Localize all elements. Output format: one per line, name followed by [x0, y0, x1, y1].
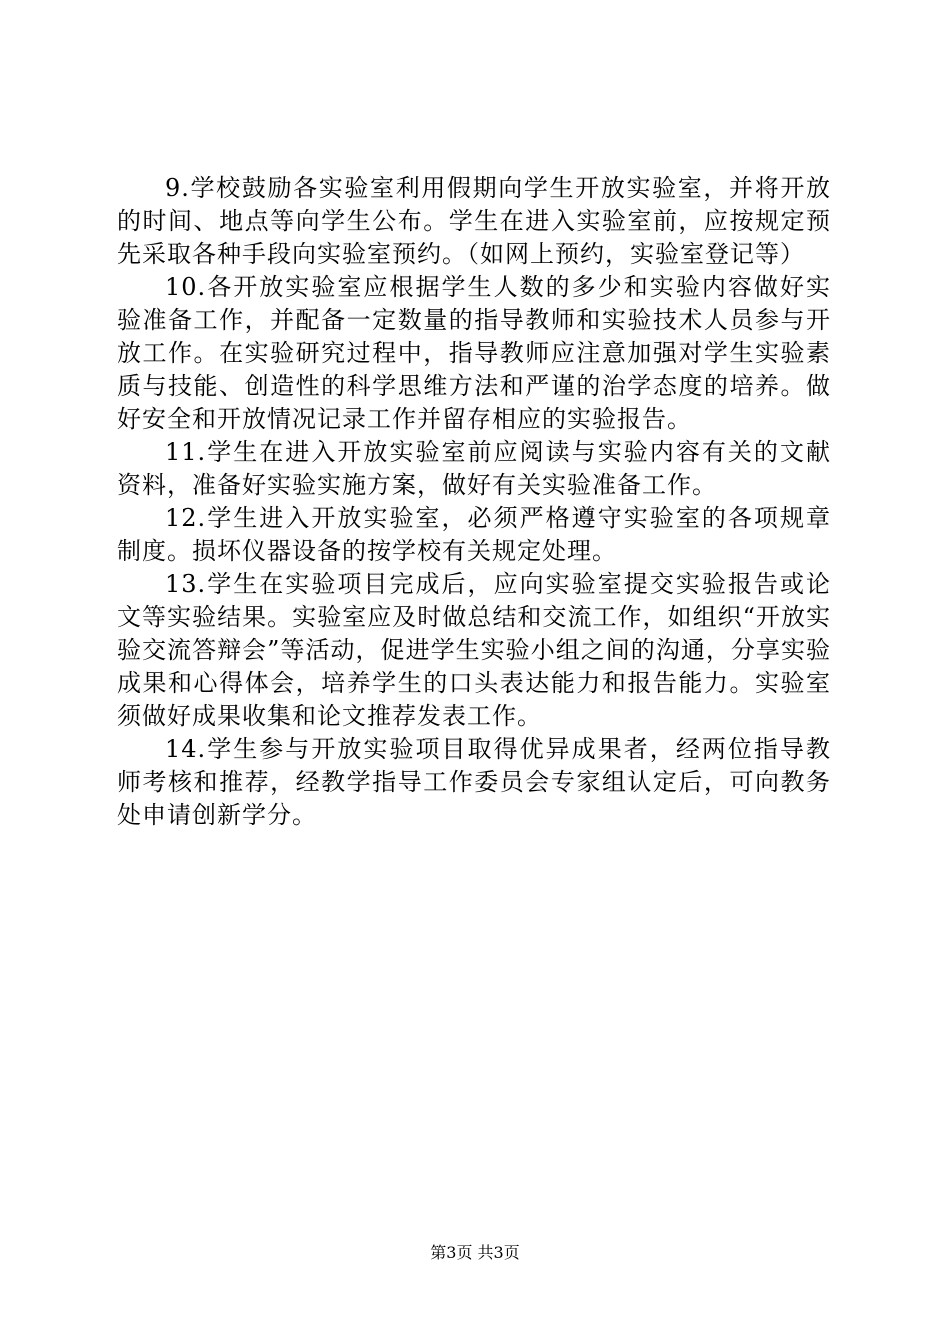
paragraph-10: 10.各开放实验室应根据学生人数的多少和实验内容做好实验准备工作，并配备一定数量的指导教师和实验技术人员参与开放工作。在实验研究过程中，指导教师应注意加强对学生实验素质与技能、创造性的科学思维方法和严谨的治学态度的培养。做好安全和开放情况记录工作并留存相应的实验报告。 — [117, 273, 831, 433]
paragraph-11: 11.学生在进入开放实验室前应阅读与实验内容有关的文献资料，准备好实验实施方案，做好有关实验准备工作。 — [117, 438, 831, 499]
document-body — [117, 172, 831, 832]
page-number-footer: 第3页 共3页 — [430, 1243, 520, 1262]
paragraph-9: 9.学校鼓励各实验室利用假期向学生开放实验室，并将开放的时间、地点等向学生公布。学生在进入实验室前，应按规定预先采取各种手段向实验室预约。（如网上预约，实验室登记等） — [117, 174, 831, 268]
paragraph-12: 12.学生进入开放实验室，必须严格遵守实验室的各项规章制度。损坏仪器设备的按学校有关规定处理。 — [117, 504, 831, 565]
paragraph-14: 14.学生参与开放实验项目取得优异成果者，经两位指导教师考核和推荐，经教学指导工作委员会专家组认定后，可向教务处申请创新学分。 — [117, 735, 831, 829]
paragraph-13: 13.学生在实验项目完成后，应向实验室提交实验报告或论文等实验结果。实验室应及时做总结和交流工作，如组织“开放实验交流答辩会”等活动，促进学生实验小组之间的沟通，分享实验成果和心得体会，培养学生的口头表达能力和报告能力。实验室须做好成果收集和论文推荐发表工作。 — [117, 570, 831, 730]
